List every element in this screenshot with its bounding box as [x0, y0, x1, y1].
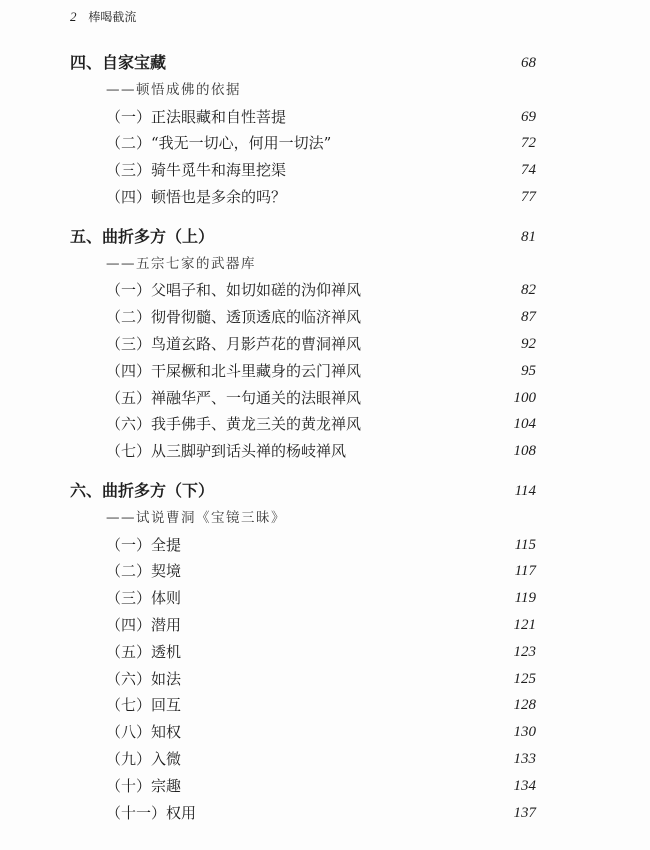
toc-entry-label: （十一）权用 — [106, 803, 197, 822]
toc-entry-page: 121 — [513, 616, 536, 633]
toc-entry-label: （二）彻骨彻髓、透顶透底的临济禅风 — [106, 308, 362, 327]
toc-entry-page: 128 — [513, 697, 536, 714]
toc-entry-label: （一）父唱子和、如切如磋的沩仰禅风 — [106, 281, 362, 300]
toc-entry-label: （二）契境 — [106, 562, 182, 581]
toc-section — [70, 224, 536, 465]
section-subtitle — [70, 505, 536, 532]
page-number: 2 — [70, 9, 77, 24]
section-heading[interactable] — [70, 224, 536, 251]
toc-entry[interactable] — [70, 639, 536, 666]
toc-entry-page: 137 — [513, 804, 536, 821]
toc-entry[interactable] — [70, 612, 536, 639]
toc-entry-label: （三）鸟道玄路、月影芦花的曹洞禅风 — [106, 334, 362, 353]
toc-entry[interactable] — [70, 558, 536, 585]
toc-entry-label: （五）禅融华严、一句通关的法眼禅风 — [106, 388, 362, 407]
toc-entry-label: （六）我手佛手、黄龙三关的黄龙禅风 — [106, 415, 362, 434]
toc-entry[interactable] — [70, 358, 536, 385]
toc-entry[interactable] — [70, 585, 536, 612]
section-subtitle-label: ——试说曹洞《宝镜三昧》 — [106, 509, 286, 526]
toc-entry-page: 115 — [514, 536, 536, 553]
toc-entry[interactable] — [70, 331, 536, 358]
book-title: 棒喝截流 — [88, 10, 137, 24]
toc-entry[interactable] — [70, 692, 536, 719]
section-subtitle-label: ——五宗七家的武器库 — [106, 255, 256, 272]
toc-entry[interactable] — [70, 800, 536, 827]
toc-entry-label: （八）知权 — [106, 723, 182, 742]
toc-entry-label: （十）宗趣 — [106, 776, 182, 795]
toc-entry-label: （三）体则 — [106, 589, 182, 608]
toc-entry-label: （五）透机 — [106, 642, 182, 661]
toc-entry-page: 125 — [513, 670, 536, 687]
toc-entry[interactable] — [70, 277, 536, 304]
section-subtitle — [70, 251, 536, 278]
section-subtitle — [70, 77, 536, 104]
toc-entry[interactable] — [70, 385, 536, 412]
toc-entry-page: 87 — [521, 309, 536, 326]
toc-entry[interactable] — [70, 304, 536, 331]
toc-entry-page: 119 — [514, 590, 536, 607]
toc-entry-label: （七）从三脚驴到话头禅的杨岐禅风 — [106, 442, 347, 461]
section-heading-page: 81 — [521, 228, 536, 245]
toc-entry-page: 74 — [521, 162, 536, 179]
toc-entry-page: 133 — [513, 750, 536, 767]
section-heading-label: 四、自家宝藏 — [70, 53, 167, 72]
toc-entry[interactable] — [70, 130, 536, 157]
section-heading[interactable] — [70, 478, 536, 505]
toc-entry-label: （九）入微 — [106, 749, 182, 768]
section-heading-page: 68 — [521, 55, 536, 71]
toc-entry-label: （二）“我无一切心，何用一切法” — [106, 134, 332, 153]
toc-entry-page: 69 — [521, 108, 536, 125]
toc-entry-label: （四）干屎橛和北斗里藏身的云门禅风 — [106, 361, 362, 380]
toc-entry-label: （六）如法 — [106, 669, 182, 688]
toc-section — [70, 478, 536, 826]
toc-entry-page: 95 — [521, 362, 536, 379]
toc-entry-page: 72 — [521, 135, 536, 152]
toc-entry[interactable] — [70, 438, 536, 465]
section-heading-page: 114 — [514, 482, 536, 499]
toc-entry[interactable] — [70, 411, 536, 438]
section-heading-label: 六、曲折多方（下） — [70, 480, 215, 500]
toc-entry-page: 92 — [521, 335, 536, 352]
toc-entry[interactable] — [70, 157, 536, 184]
toc-entry[interactable] — [70, 532, 536, 559]
toc-entry-page: 108 — [513, 443, 536, 460]
toc-entry-label: （四）顿悟也是多余的吗？ — [106, 187, 287, 206]
table-of-contents — [70, 50, 536, 839]
toc-entry[interactable] — [70, 773, 536, 800]
toc-entry-label: （七）回互 — [106, 696, 182, 715]
section-heading-label: 五、曲折多方（上） — [70, 226, 215, 246]
toc-entry-page: 134 — [513, 777, 536, 794]
section-subtitle-label: ——顿悟成佛的依据 — [106, 81, 241, 98]
toc-entry[interactable] — [70, 666, 536, 693]
toc-entry[interactable] — [70, 719, 536, 746]
toc-entry[interactable] — [70, 184, 536, 211]
running-head — [70, 8, 136, 25]
toc-section — [70, 50, 536, 211]
toc-entry-label: （一）正法眼藏和自性菩提 — [106, 107, 287, 126]
toc-entry[interactable] — [70, 104, 536, 131]
section-heading[interactable] — [70, 50, 536, 77]
toc-entry[interactable] — [70, 746, 536, 773]
toc-entry-page: 104 — [513, 416, 536, 433]
toc-entry-label: （四）潜用 — [106, 615, 182, 634]
toc-entry-label: （三）骑牛觅牛和海里挖渠 — [106, 161, 287, 180]
toc-entry-page: 100 — [513, 389, 536, 406]
toc-entry-page: 123 — [513, 643, 536, 660]
toc-entry-label: （一）全提 — [106, 535, 182, 554]
toc-entry-page: 130 — [513, 724, 536, 741]
toc-entry-page: 117 — [514, 563, 536, 580]
toc-entry-page: 82 — [521, 282, 536, 299]
toc-entry-page: 77 — [521, 188, 536, 205]
